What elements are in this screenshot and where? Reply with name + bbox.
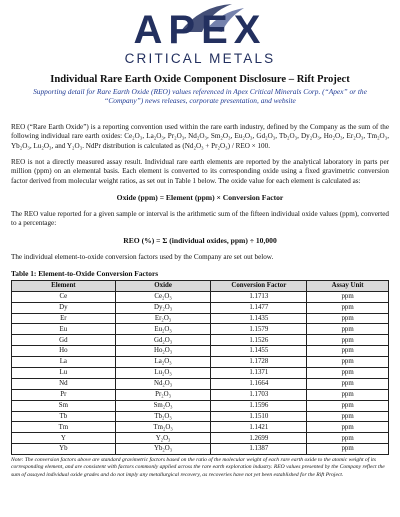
table-row [12,302,389,313]
document-body [11,123,389,479]
cell-assay-unit: ppm [307,400,389,411]
cell-conversion-factor: 1.1703 [211,389,307,400]
paragraph-reo-definition: REO (“Rare Earth Oxide”) is a reporting convention used within the rare earth industry, defined by the Company as the sum of the following individual rare earth oxides: Ce₂O₃, La₂O₃, Pr₂O₃, Nd₂O₃, Sm₂O₃, Eu₂O₃, Gd₂O₃, Tb₂O₃, Dy₂O₃, Ho₂O₃, Er₂O₃, Tm₂O₃, Yb₂O₃, Lu₂O₃, and Y₂O₃. NdPr distribution is calculated as (Nd₂O₃ + Pr₂O₃) / REO × 100. [11,123,389,150]
apex-logo [110,2,290,68]
header-assay-unit: Assay Unit [307,280,389,291]
cell-element: Nd [12,378,116,389]
table-row [12,400,389,411]
paragraph-reo-calculation: REO is not a directly measured assay result. Individual rare earth elements are reported by the analytical laboratory in parts per million (ppm) on an elemental basis. Each element is converted to its corresponding oxide using a fixed gravimetric conversion factor derived from molecular weight ratios, as set out in Table 1 below. The oxide value for each element is calculated as: [11,158,389,185]
cell-oxide: Ho₂O₃ [115,346,211,357]
cell-conversion-factor: 1.1387 [211,444,307,455]
cell-assay-unit: ppm [307,411,389,422]
cell-element: Dy [12,302,116,313]
table-row [12,389,389,400]
cell-assay-unit: ppm [307,444,389,455]
cell-element: La [12,357,116,368]
cell-conversion-factor: 1.1455 [211,346,307,357]
cell-assay-unit: ppm [307,302,389,313]
cell-conversion-factor: 1.1579 [211,324,307,335]
cell-oxide: Tm₂O₃ [115,422,211,433]
logo-wordmark: APEX [133,8,267,52]
header-conversion-factor: Conversion Factor [211,280,307,291]
cell-conversion-factor: 1.1713 [211,291,307,302]
table-row [12,357,389,368]
cell-conversion-factor: 1.1526 [211,335,307,346]
cell-element: Yb [12,444,116,455]
cell-conversion-factor: 1.1371 [211,367,307,378]
cell-conversion-factor: 1.1435 [211,313,307,324]
cell-element: Lu [12,367,116,378]
header-oxide: Oxide [115,280,211,291]
cell-conversion-factor: 1.1728 [211,357,307,368]
cell-element: Ho [12,346,116,357]
table-row [12,291,389,302]
table-row [12,367,389,378]
cell-element: Tb [12,411,116,422]
cell-oxide: Gd₂O₃ [115,335,211,346]
cell-element: Sm [12,400,116,411]
cell-assay-unit: ppm [307,433,389,444]
cell-conversion-factor: 1.1664 [211,378,307,389]
logo-tagline: CRITICAL METALS [124,51,276,66]
table-row [12,313,389,324]
cell-oxide: Nd₂O₃ [115,378,211,389]
cell-element: Ce [12,291,116,302]
table-row [12,433,389,444]
cell-oxide: Dy₂O₃ [115,302,211,313]
formula-reo-percent: REO (%) = Σ (individual oxides, ppm) ÷ 10,000 [123,235,277,245]
cell-assay-unit: ppm [307,422,389,433]
paragraph-reo-sum: The REO value reported for a given sample or interval is the arithmetic sum of the fifteen individual oxide values (ppm), converted to a percentage: [11,210,389,228]
table-row [12,411,389,422]
cell-element: Eu [12,324,116,335]
cell-assay-unit: ppm [307,324,389,335]
cell-assay-unit: ppm [307,291,389,302]
cell-element: Gd [12,335,116,346]
cell-oxide: Eu₂O₃ [115,324,211,335]
cell-assay-unit: ppm [307,313,389,324]
cell-oxide: Pr₂O₃ [115,389,211,400]
table-row [12,378,389,389]
cell-element: Tm [12,422,116,433]
cell-oxide: Tb₂O₃ [115,411,211,422]
cell-oxide: Yb₂O₃ [115,444,211,455]
cell-conversion-factor: 1.1596 [211,400,307,411]
table-header-row [12,280,389,291]
table-note: Note: The conversion factors above are standard gravimetric factors based on the ratio of the molecular weight of each rare earth oxide to the atomic weight of its corresponding element, and are consistent with factors commonly applied across the rare earth exploration industry. REO values presented by the Company reflect the sum of assayed individual oxide grades and do not imply any metallurgical recovery, as recoveries have not yet been established for the Rift Project. [11,457,385,478]
cell-element: Er [12,313,116,324]
header-element: Element [12,280,116,291]
cell-element: Y [12,433,116,444]
cell-assay-unit: ppm [307,378,389,389]
document-title: Individual Rare Earth Oxide Component Disclosure – Rift Project [50,74,350,85]
table-title: Table 1: Element-to-Oxide Conversion Factors [11,268,159,278]
table-row [12,335,389,346]
table-row [12,324,389,335]
cell-conversion-factor: 1.1477 [211,302,307,313]
cell-oxide: Sm₂O₃ [115,400,211,411]
cell-conversion-factor: 1.1421 [211,422,307,433]
cell-assay-unit: ppm [307,357,389,368]
formula-oxide: Oxide (ppm) = Element (ppm) × Conversion Factor [116,193,284,203]
conversion-factor-table [11,280,389,455]
cell-oxide: Er₂O₃ [115,313,211,324]
cell-oxide: Ce₂O₃ [115,291,211,302]
cell-conversion-factor: 1.2699 [211,433,307,444]
cell-oxide: La₂O₃ [115,357,211,368]
table-row [12,346,389,357]
document-subtitle: Supporting detail for Rare Earth Oxide (REO) values referenced in Apex Critical Minerals Corp. (“Apex” or the “Company”) news releases, corporate presentation, and website [33,87,367,106]
cell-conversion-factor: 1.1510 [211,411,307,422]
cell-assay-unit: ppm [307,389,389,400]
cell-assay-unit: ppm [307,346,389,357]
table-row [12,422,389,433]
cell-oxide: Y₂O₃ [115,433,211,444]
cell-element: Pr [12,389,116,400]
cell-assay-unit: ppm [307,367,389,378]
cell-assay-unit: ppm [307,335,389,346]
table-body [12,291,389,454]
paragraph-table-intro: The individual element-to-oxide conversion factors used by the Company are set out below. [11,252,274,261]
table-row [12,444,389,455]
cell-oxide: Lu₂O₃ [115,367,211,378]
